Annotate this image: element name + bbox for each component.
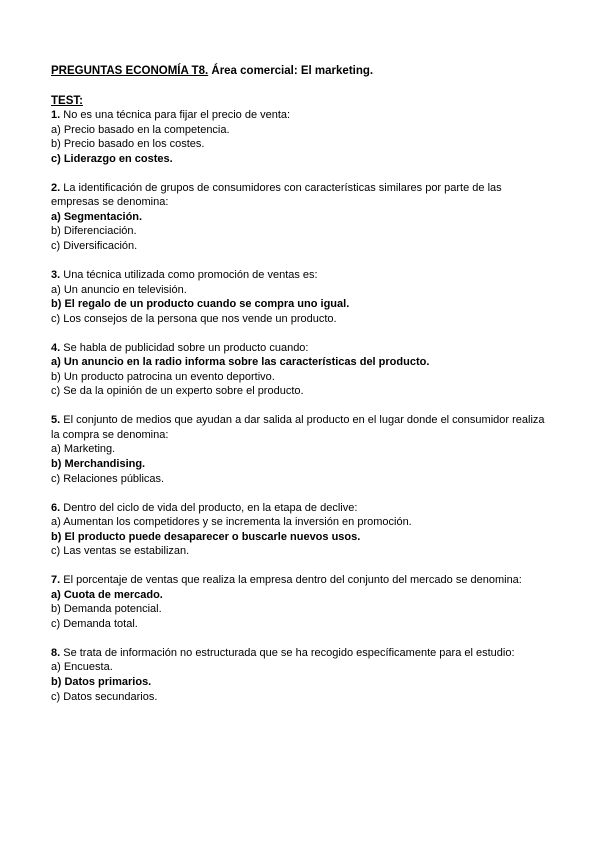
- answer-option-correct: b) Merchandising.: [51, 458, 146, 471]
- test-heading: TEST:: [51, 95, 83, 107]
- question-text: Dentro del ciclo de vida del producto, en la etapa de declive:: [60, 501, 358, 514]
- question-7: [51, 573, 551, 631]
- question-text: La identificación de grupos de consumidores con características similares por parte de las empresas se denomina:: [51, 181, 502, 209]
- answer-option: c) Demanda total.: [51, 618, 138, 630]
- question-stem: [51, 108, 551, 123]
- question-2: [51, 181, 551, 254]
- question-number: 1.: [51, 109, 61, 121]
- answer-option: c) Diversificación.: [51, 240, 138, 253]
- answer-option-correct: a) Segmentación.: [51, 210, 143, 223]
- question-stem: [51, 268, 551, 283]
- question-5: [51, 413, 551, 486]
- question-text: El porcentaje de ventas que realiza la empresa dentro del conjunto del mercado se denomina:: [60, 574, 522, 587]
- question-text: El conjunto de medios que ayudan a dar salida al producto en el lugar donde el consumidor realiza la compra se denomina:: [51, 414, 545, 441]
- answer-option: b) Diferenciación.: [51, 225, 137, 238]
- question-text: Se habla de publicidad sobre un producto cuando:: [60, 341, 309, 354]
- answer-option: b) Precio basado en los costes.: [51, 138, 205, 151]
- answer-option: c) Los consejos de la persona que nos vende un producto.: [51, 312, 337, 325]
- answer-option-correct: b) El regalo de un producto cuando se compra uno igual.: [51, 298, 350, 311]
- question-number: 3.: [51, 268, 61, 281]
- answer-option: a) Precio basado en la competencia.: [51, 123, 230, 136]
- document-title: [51, 63, 373, 79]
- question-8: [51, 646, 551, 704]
- answer-option-correct: b) Datos primarios.: [51, 676, 152, 689]
- answer-option-correct: a) Un anuncio en la radio informa sobre las características del producto.: [51, 356, 430, 369]
- question-stem: [51, 501, 551, 516]
- document-title-underlined: PREGUNTAS ECONOMÍA T8.: [51, 65, 209, 77]
- question-list: [51, 108, 551, 719]
- question-text: Una técnica utilizada como promoción de ventas es:: [60, 268, 318, 281]
- answer-option: c) Se da la opinión de un experto sobre el producto.: [51, 385, 304, 398]
- question-stem: [51, 573, 551, 588]
- answer-option: b) Demanda potencial.: [51, 603, 162, 616]
- question-stem: [51, 646, 551, 661]
- question-number: 7.: [51, 574, 61, 587]
- answer-option: a) Encuesta.: [51, 661, 113, 674]
- answer-option: b) Un producto patrocina un evento deportivo.: [51, 370, 275, 383]
- document-title-rest: Área comercial: El marketing.: [208, 65, 374, 77]
- question-stem: [51, 181, 551, 210]
- question-text: Se trata de información no estructurada que se ha recogido específicamente para el estudio:: [60, 646, 515, 659]
- question-number: 5.: [51, 414, 61, 427]
- question-6: [51, 501, 551, 559]
- question-stem: [51, 341, 551, 356]
- answer-option: c) Las ventas se estabilizan.: [51, 545, 190, 558]
- question-number: 8.: [51, 646, 61, 659]
- question-number: 4.: [51, 341, 61, 354]
- question-3: [51, 268, 551, 326]
- question-4: [51, 341, 551, 399]
- answer-option: a) Marketing.: [51, 443, 116, 456]
- answer-option-correct: c) Liderazgo en costes.: [51, 152, 173, 165]
- question-number: 6.: [51, 501, 61, 514]
- answer-option-correct: b) El producto puede desaparecer o buscarle nuevos usos.: [51, 530, 361, 543]
- answer-option: c) Relaciones públicas.: [51, 472, 165, 485]
- question-number: 2.: [51, 181, 61, 194]
- question-text: No es una técnica para fijar el precio de venta:: [60, 109, 291, 121]
- question-1: [51, 108, 551, 166]
- answer-option: a) Aumentan los competidores y se incrementa la inversión en promoción.: [51, 516, 412, 529]
- answer-option-correct: a) Cuota de mercado.: [51, 588, 163, 601]
- answer-option: a) Un anuncio en televisión.: [51, 283, 187, 296]
- question-stem: [51, 413, 551, 442]
- answer-option: c) Datos secundarios.: [51, 690, 158, 703]
